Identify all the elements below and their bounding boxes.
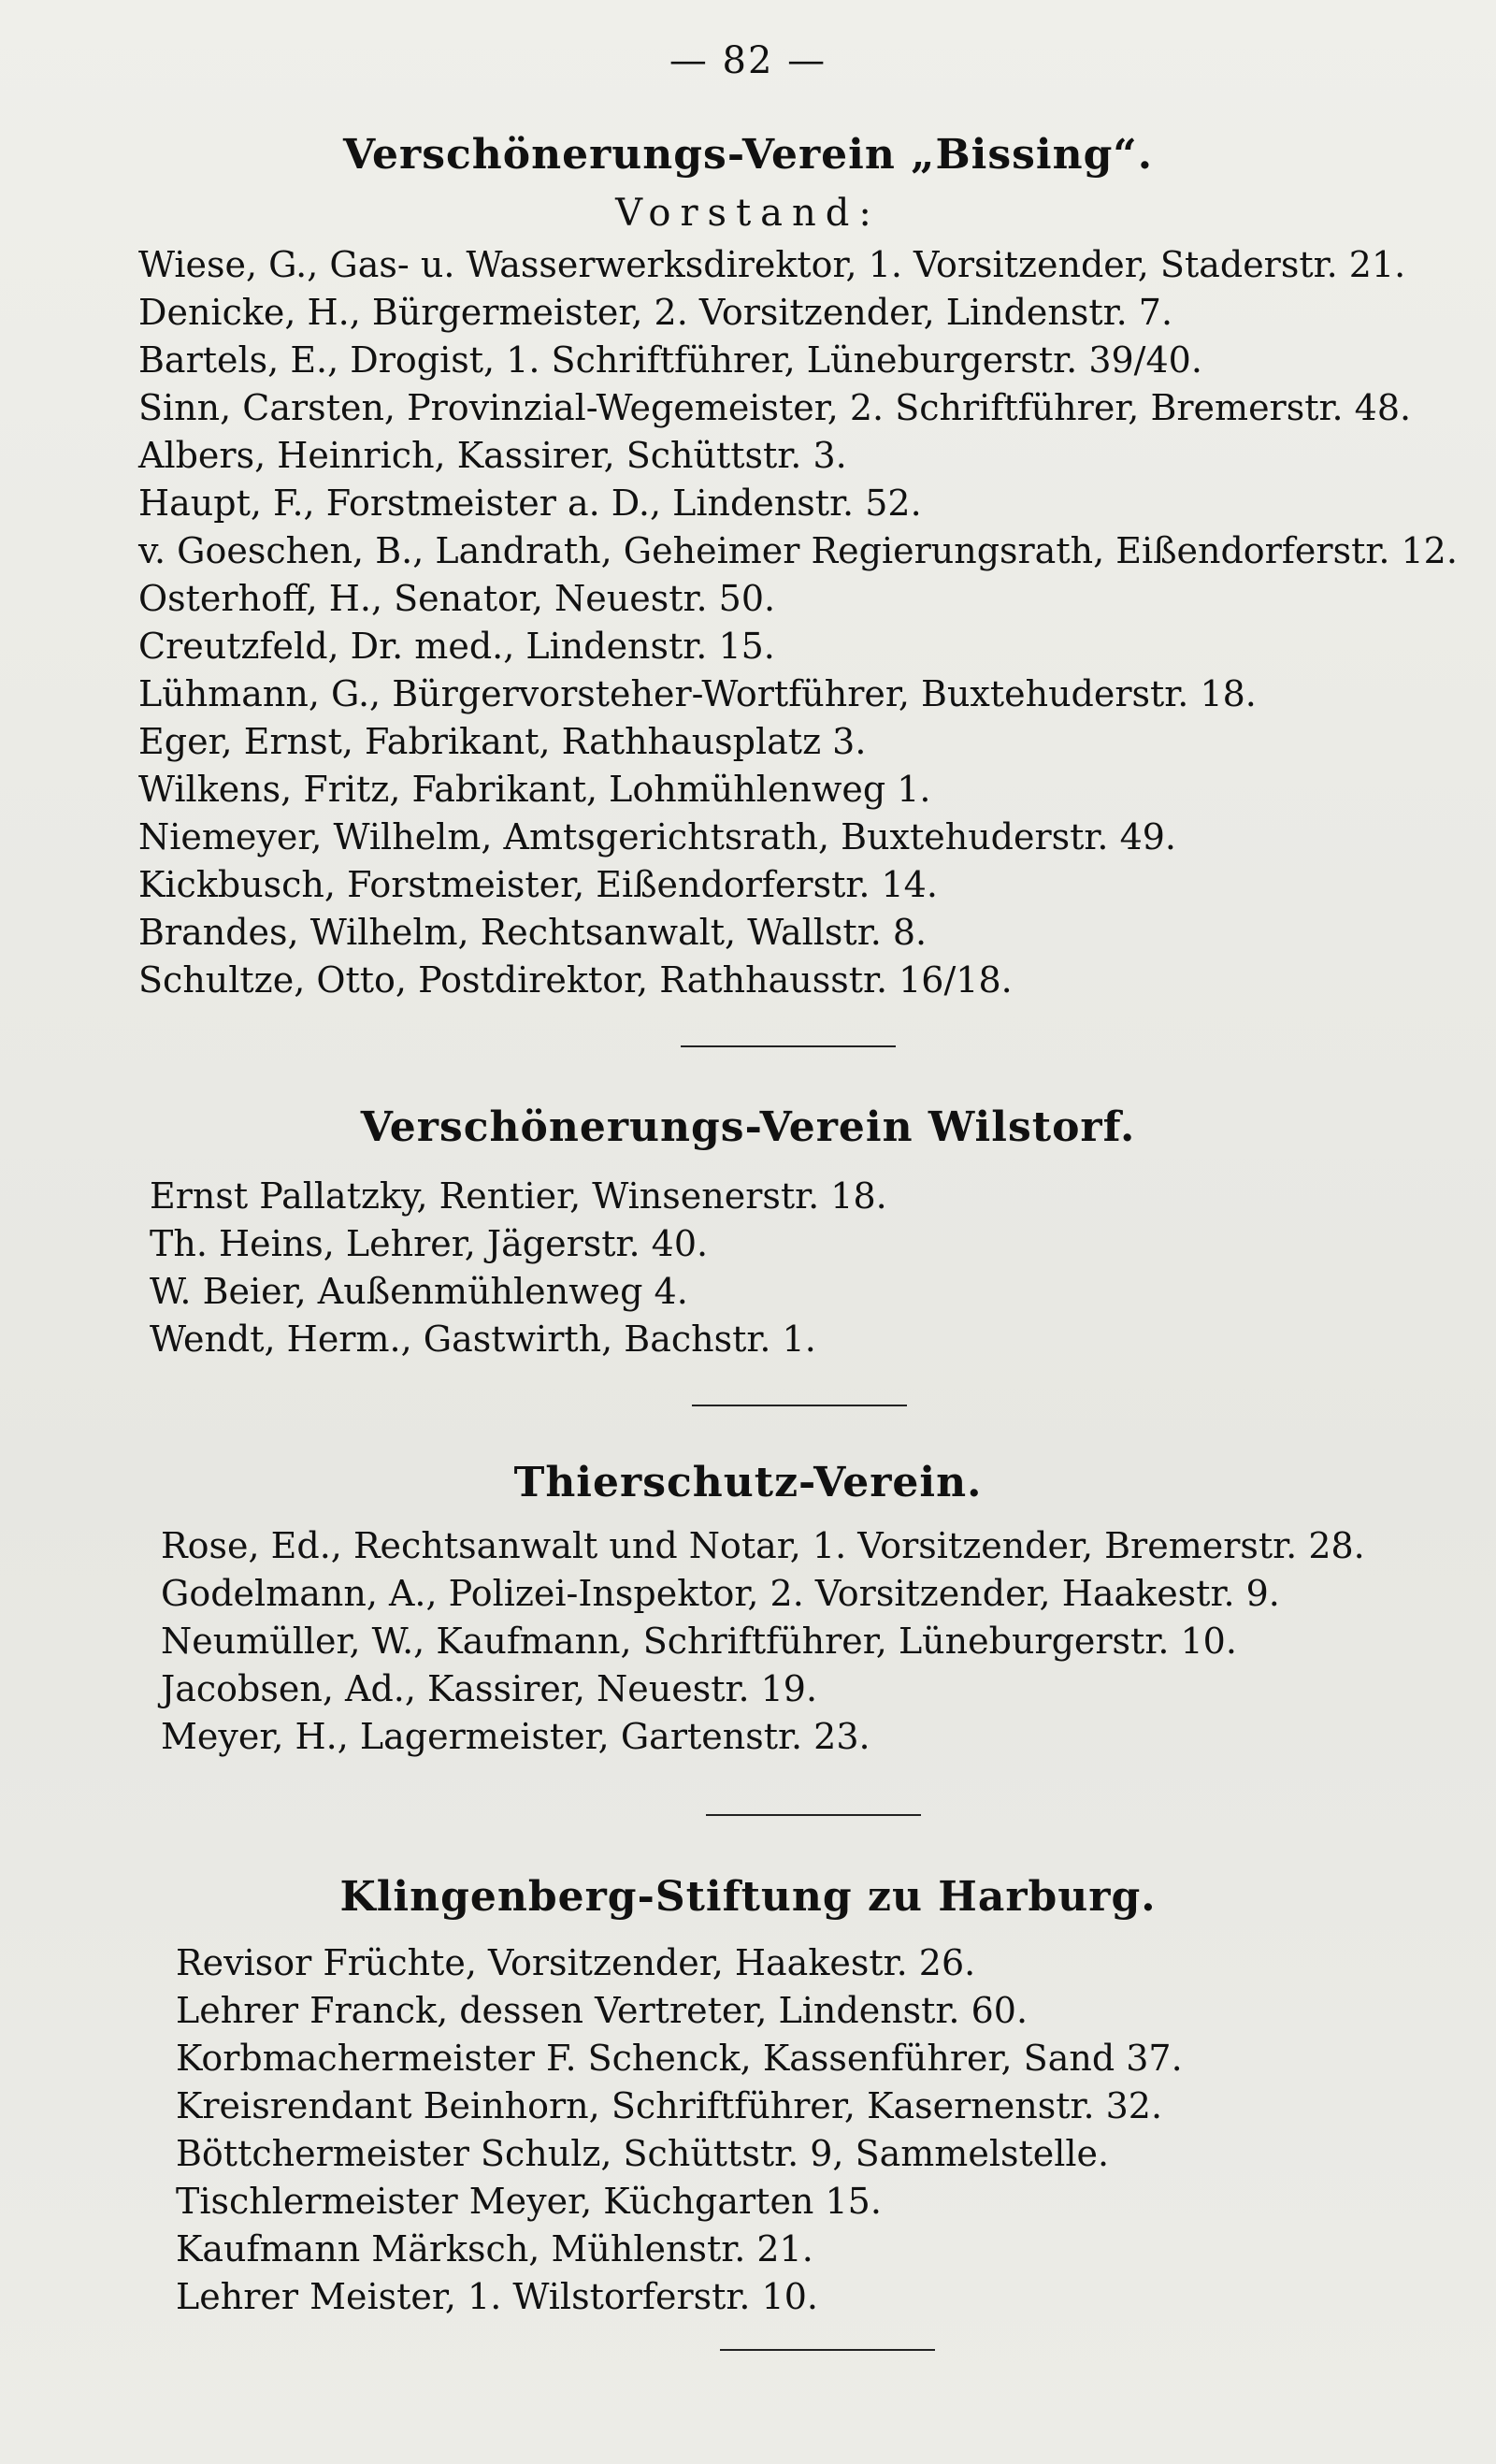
list-item: v. Goeschen, B., Landrath, Geheimer Regierungsrath, Eißendorferstr. 12.: [138, 530, 1458, 571]
list-item: Jacobsen, Ad., Kassirer, Neuestr. 19.: [161, 1668, 818, 1709]
list-item: Albers, Heinrich, Kassirer, Schüttstr. 3.: [138, 435, 847, 476]
list-item: Kaufmann Märksch, Mühlenstr. 21.: [176, 2228, 813, 2269]
list-item: Wendt, Herm., Gastwirth, Bachstr. 1.: [150, 1318, 816, 1360]
list-item: Schultze, Otto, Postdirektor, Rathhausstr. 16/18.: [138, 959, 1013, 1001]
member-list-thierschutz: [161, 1522, 1365, 1761]
list-item: Bartels, E., Drogist, 1. Schriftführer, Lüneburgerstr. 39/40.: [138, 339, 1202, 381]
list-item: Korbmachermeister F. Schenck, Kassenführer, Sand 37.: [176, 2038, 1183, 2079]
list-item: Godelmann, A., Polizei-Inspektor, 2. Vorsitzender, Haakestr. 9.: [161, 1573, 1280, 1614]
section-divider: [706, 1814, 921, 1816]
section-subtitle-vorstand: Vorstand:: [615, 192, 881, 235]
list-item: Kickbusch, Forstmeister, Eißendorferstr. 14.: [138, 864, 938, 905]
list-item: Ernst Pallatzky, Rentier, Winsenerstr. 18.: [150, 1175, 887, 1217]
list-item: Rose, Ed., Rechtsanwalt und Notar, 1. Vorsitzender, Bremerstr. 28.: [161, 1525, 1365, 1566]
list-item: W. Beier, Außenmühlenweg 4.: [150, 1271, 688, 1312]
list-item: Wilkens, Fritz, Fabrikant, Lohmühlenweg 1.: [138, 769, 931, 810]
section-divider: [720, 2349, 935, 2351]
list-item: Osterhoff, H., Senator, Neuestr. 50.: [138, 578, 776, 619]
member-list-wilstorf: [150, 1173, 887, 1363]
list-item: Sinn, Carsten, Provinzial-Wegemeister, 2. Schriftführer, Bremerstr. 48.: [138, 387, 1412, 428]
list-item: Creutzfeld, Dr. med., Lindenstr. 15.: [138, 626, 775, 667]
member-list-klingenberg: [176, 1939, 1183, 2321]
list-item: Lehrer Franck, dessen Vertreter, Lindenstr. 60.: [176, 1990, 1028, 2031]
list-item: Tischlermeister Meyer, Küchgarten 15.: [176, 2181, 882, 2222]
list-item: Haupt, F., Forstmeister a. D., Lindenstr. 52.: [138, 483, 922, 524]
member-list-bissing: [138, 241, 1458, 1004]
list-item: Eger, Ernst, Fabrikant, Rathhausplatz 3.: [138, 721, 867, 762]
section-title-thierschutz-verein: Thierschutz-Verein.: [513, 1459, 983, 1506]
list-item: Böttchermeister Schulz, Schüttstr. 9, Sammelstelle.: [176, 2133, 1110, 2174]
section-divider: [681, 1045, 896, 1047]
section-title-klingenberg-stiftung: Klingenberg-Stiftung zu Harburg.: [339, 1873, 1157, 1921]
list-item: Wiese, G., Gas- u. Wasserwerksdirektor, 1. Vorsitzender, Staderstr. 21.: [138, 244, 1406, 285]
list-item: Kreisrendant Beinhorn, Schriftführer, Kasernenstr. 32.: [176, 2085, 1163, 2126]
list-item: Brandes, Wilhelm, Rechtsanwalt, Wallstr. 8.: [138, 912, 928, 953]
list-item: Niemeyer, Wilhelm, Amtsgerichtsrath, Buxtehuderstr. 49.: [138, 816, 1177, 857]
list-item: Lehrer Meister, 1. Wilstorferstr. 10.: [176, 2276, 818, 2317]
list-item: Revisor Früchte, Vorsitzender, Haakestr. 26.: [176, 1942, 976, 1983]
list-item: Meyer, H., Lagermeister, Gartenstr. 23.: [161, 1716, 870, 1757]
section-title-verschoenerungs-verein-bissing: Verschönerungs-Verein „Bissing“.: [342, 131, 1154, 179]
section-divider: [692, 1405, 907, 1406]
section-title-verschoenerungs-verein-wilstorf: Verschönerungs-Verein Wilstorf.: [360, 1103, 1136, 1151]
list-item: Neumüller, W., Kaufmann, Schriftführer, Lüneburgerstr. 10.: [161, 1621, 1237, 1662]
list-item: Denicke, H., Bürgermeister, 2. Vorsitzender, Lindenstr. 7.: [138, 292, 1173, 333]
list-item: Lühmann, G., Bürgervorsteher-Wortführer, Buxtehuderstr. 18.: [138, 673, 1257, 714]
list-item: Th. Heins, Lehrer, Jägerstr. 40.: [150, 1223, 709, 1264]
page-number: — 82 —: [669, 39, 827, 82]
